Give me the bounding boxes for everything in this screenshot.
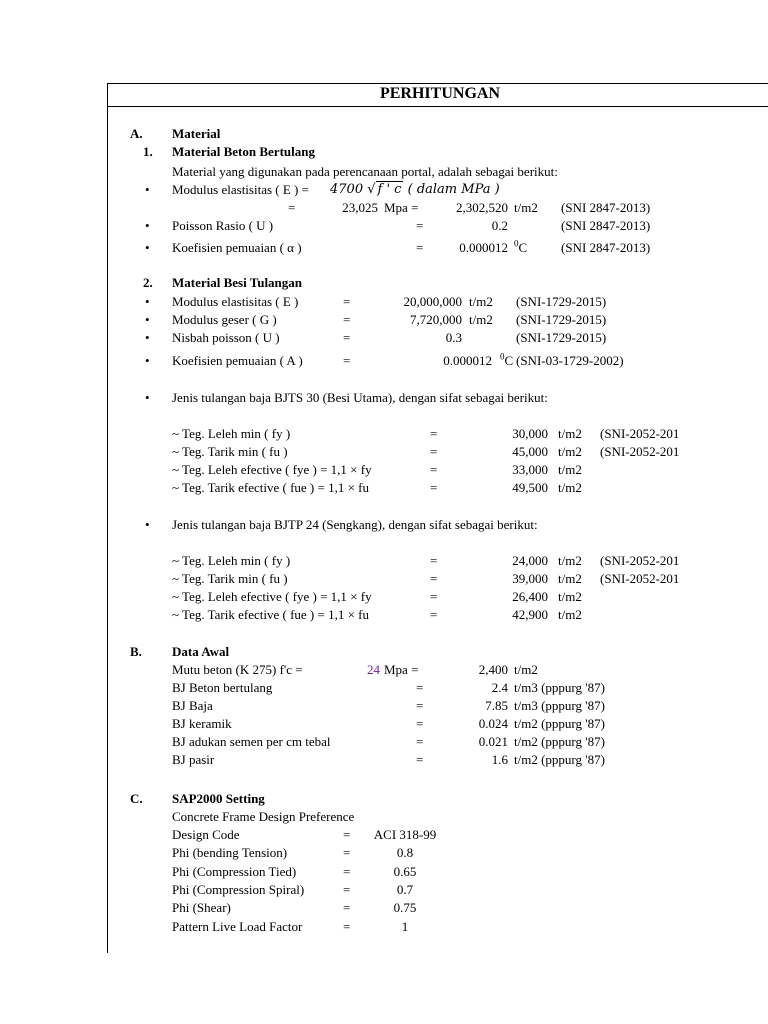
equals-sign: = [416, 716, 424, 731]
setting-label: Phi (Compression Tied) [172, 863, 297, 879]
concrete-poisson-label: Poisson Rasio ( U ) [172, 218, 274, 233]
setting-value: 0.7 [396, 881, 414, 897]
rebar-property-label: ~ Teg. Tarik min ( fu ) [172, 571, 288, 586]
equals-sign: = [430, 426, 438, 441]
steel-property-label: Nisbah poisson ( U ) [172, 330, 280, 345]
section-c-subheading: Concrete Frame Design Preference [172, 809, 355, 824]
rebar-property-label: ~ Teg. Leleh min ( fy ) [172, 426, 291, 441]
equals-sign: = [416, 218, 424, 233]
unit-weight-unit: t/m2 (pppurg '87) [514, 716, 605, 731]
degree-superscript: 0 [500, 351, 505, 362]
rebar-property-value: 45,000 [512, 444, 548, 459]
bjts-intro: Jenis tulangan baja BJTS 30 (Besi Utama), dengan sifat sebagai berikut: [172, 390, 548, 405]
concrete-expansion-value: 0.000012 [459, 240, 508, 255]
section-b-letter: B. [130, 644, 142, 659]
unit-weight-label: BJ keramik [172, 716, 232, 731]
rebar-property-label: ~ Teg. Tarik efective ( fue ) = 1,1 × fu [172, 607, 369, 622]
equals-sign: = [430, 607, 438, 622]
rebar-property-unit: t/m2 [558, 589, 582, 604]
bullet: • [145, 240, 150, 255]
concrete-modulus-mpa-unit: Mpa = [384, 200, 419, 215]
unit-weight-unit: t/m2 (pppurg '87) [514, 752, 605, 767]
rebar-property-unit: t/m2 [558, 553, 582, 568]
rebar-property-unit: t/m2 [558, 571, 582, 586]
formula-unit: ( dalam MPa ) [407, 182, 500, 197]
equals-sign: = [343, 312, 351, 327]
section-c-heading: SAP2000 Setting [172, 791, 265, 806]
equals-sign: = [416, 752, 424, 767]
setting-label: Phi (Compression Spiral) [172, 881, 305, 897]
concrete-modulus-mpa: 23,025 [342, 200, 378, 215]
steel-property-label: Modulus geser ( G ) [172, 312, 277, 327]
concrete-grade-label: Mutu beton (K 275) f'c = [172, 662, 303, 677]
section-b-heading: Data Awal [172, 644, 230, 659]
rebar-property-unit: t/m2 [558, 462, 582, 477]
celsius-unit: C [504, 353, 514, 368]
unit-weight-unit: t/m3 (pppurg '87) [514, 698, 605, 713]
rebar-property-ref: (SNI-2052-201 [600, 426, 680, 441]
concrete-fc-unit: Mpa = [384, 662, 419, 677]
equals-sign: = [288, 200, 296, 215]
unit-weight-value: 2.4 [491, 680, 508, 695]
formula-variable: f ' c [377, 182, 402, 197]
bullet: • [145, 330, 150, 345]
equals-sign: = [343, 353, 351, 368]
bullet: • [145, 218, 150, 233]
equals-sign: = [343, 845, 351, 861]
steel-expansion-ref: (SNI-03-1729-2002) [516, 353, 624, 368]
rebar-property-label: ~ Teg. Tarik efective ( fue ) = 1,1 × fu [172, 480, 369, 495]
subsection-2-number: 2. [143, 275, 153, 290]
steel-property-unit: t/m2 [469, 312, 493, 327]
left-margin-rule [107, 83, 108, 953]
bullet: • [145, 312, 150, 327]
bullet: • [145, 182, 150, 197]
unit-weight-label: BJ Baja [172, 698, 213, 713]
steel-property-label: Modulus elastisitas ( E ) [172, 294, 299, 309]
equals-sign: = [430, 553, 438, 568]
bullet: • [145, 517, 150, 532]
steel-expansion-label: Koefisien pemuaian ( A ) [172, 353, 303, 368]
rebar-property-unit: t/m2 [558, 426, 582, 441]
equals-sign: = [343, 900, 351, 916]
section-a-letter: A. [130, 126, 143, 141]
rebar-property-unit: t/m2 [558, 607, 582, 622]
equals-sign: = [343, 881, 351, 897]
equals-sign: = [430, 589, 438, 604]
bjtp-intro: Jenis tulangan baja BJTP 24 (Sengkang), dengan sifat sebagai berikut: [172, 517, 538, 532]
equals-sign: = [430, 480, 438, 495]
subsection-2-heading: Material Besi Tulangan [172, 275, 303, 290]
equals-sign: = [430, 462, 438, 477]
concrete-grade-value: 2,400 [478, 662, 508, 677]
concrete-fc-value: 24 [367, 662, 380, 677]
title-rule [107, 106, 768, 107]
rebar-property-value: 24,000 [512, 553, 548, 568]
setting-value: 0.75 [393, 900, 417, 916]
rebar-property-label: ~ Teg. Tarik min ( fu ) [172, 444, 288, 459]
unit-weight-value: 1.6 [491, 752, 508, 767]
rebar-property-unit: t/m2 [558, 444, 582, 459]
setting-label: Phi (Shear) [172, 900, 231, 916]
equals-sign: = [343, 863, 351, 879]
equals-sign: = [343, 918, 351, 934]
rebar-property-value: 49,500 [512, 480, 548, 495]
bullet: • [145, 390, 150, 405]
equals-sign: = [343, 330, 351, 345]
setting-label: Pattern Live Load Factor [172, 918, 303, 934]
setting-value: 0.65 [393, 863, 417, 879]
formula-coefficient: 4700 [330, 182, 364, 197]
rebar-property-ref: (SNI-2052-201 [600, 571, 680, 586]
setting-value: ACI 318-99 [373, 827, 437, 842]
concrete-modulus-tm2: 2,302,520 [456, 200, 508, 215]
concrete-poisson-ref: (SNI 2847-2013) [561, 218, 651, 233]
rebar-property-unit: t/m2 [558, 480, 582, 495]
rebar-property-ref: (SNI-2052-201 [600, 444, 680, 459]
steel-expansion-unit [500, 353, 513, 369]
concrete-modulus-label: Modulus elastisitas ( E ) = [172, 182, 309, 197]
concrete-modulus-ref: (SNI 2847-2013) [561, 200, 651, 215]
celsius-unit: C [518, 240, 528, 255]
concrete-expansion-label: Koefisien pemuaian ( α ) [172, 240, 302, 255]
setting-value: 0.8 [396, 845, 414, 861]
material-intro: Material yang digunakan pada perencanaan portal, adalah sebagai berikut: [172, 164, 558, 179]
rebar-property-value: 33,000 [512, 462, 548, 477]
setting-label: Design Code [172, 827, 240, 842]
section-a-heading: Material [172, 126, 221, 141]
steel-property-ref: (SNI-1729-2015) [516, 294, 607, 309]
rebar-property-value: 30,000 [512, 426, 548, 441]
concrete-poisson-value: 0.2 [491, 218, 508, 233]
bullet: • [145, 353, 150, 368]
rebar-property-value: 42,900 [512, 607, 548, 622]
rebar-property-label: ~ Teg. Leleh efective ( fye ) = 1,1 × fy [172, 589, 372, 604]
degree-superscript: 0 [514, 238, 519, 249]
equals-sign: = [416, 240, 424, 255]
steel-property-value: 0.3 [445, 330, 462, 345]
modulus-formula [330, 182, 500, 198]
equals-sign: = [416, 734, 424, 749]
page-title: PERHITUNGAN [379, 85, 500, 102]
equals-sign: = [416, 698, 424, 713]
setting-value: 1 [401, 918, 409, 934]
rebar-property-label: ~ Teg. Leleh min ( fy ) [172, 553, 291, 568]
rebar-property-value: 26,400 [512, 589, 548, 604]
unit-weight-value: 0.021 [478, 734, 508, 749]
subsection-1-heading: Material Beton Bertulang [172, 144, 315, 159]
unit-weight-label: BJ pasir [172, 752, 215, 767]
subsection-1-number: 1. [143, 144, 153, 159]
unit-weight-label: BJ adukan semen per cm tebal [172, 734, 331, 749]
steel-property-value: 20,000,000 [403, 294, 462, 309]
unit-weight-unit: t/m2 (pppurg '87) [514, 734, 605, 749]
setting-label: Phi (bending Tension) [172, 845, 288, 861]
equals-sign: = [343, 294, 351, 309]
steel-property-ref: (SNI-1729-2015) [516, 330, 607, 345]
unit-weight-value: 7.85 [485, 698, 508, 713]
equals-sign: = [343, 827, 351, 842]
concrete-grade-unit: t/m2 [514, 662, 538, 677]
equals-sign: = [416, 680, 424, 695]
rebar-property-value: 39,000 [512, 571, 548, 586]
unit-weight-label: BJ Beton bertulang [172, 680, 273, 695]
steel-property-unit: t/m2 [469, 294, 493, 309]
concrete-expansion-unit [514, 240, 527, 256]
rebar-property-ref: (SNI-2052-201 [600, 553, 680, 568]
equals-sign: = [430, 444, 438, 459]
bullet: • [145, 294, 150, 309]
steel-property-value: 7,720,000 [410, 312, 462, 327]
top-rule [107, 83, 768, 84]
section-c-letter: C. [130, 791, 143, 806]
rebar-property-label: ~ Teg. Leleh efective ( fye ) = 1,1 × fy [172, 462, 372, 477]
unit-weight-value: 0.024 [478, 716, 508, 731]
steel-expansion-value: 0.000012 [443, 353, 492, 368]
concrete-expansion-ref: (SNI 2847-2013) [561, 240, 651, 255]
equals-sign: = [430, 571, 438, 586]
unit-weight-unit: t/m3 (pppurg '87) [514, 680, 605, 695]
sqrt-icon: √ [367, 182, 376, 197]
concrete-modulus-tm2-unit: t/m2 [514, 200, 538, 215]
steel-property-ref: (SNI-1729-2015) [516, 312, 607, 327]
